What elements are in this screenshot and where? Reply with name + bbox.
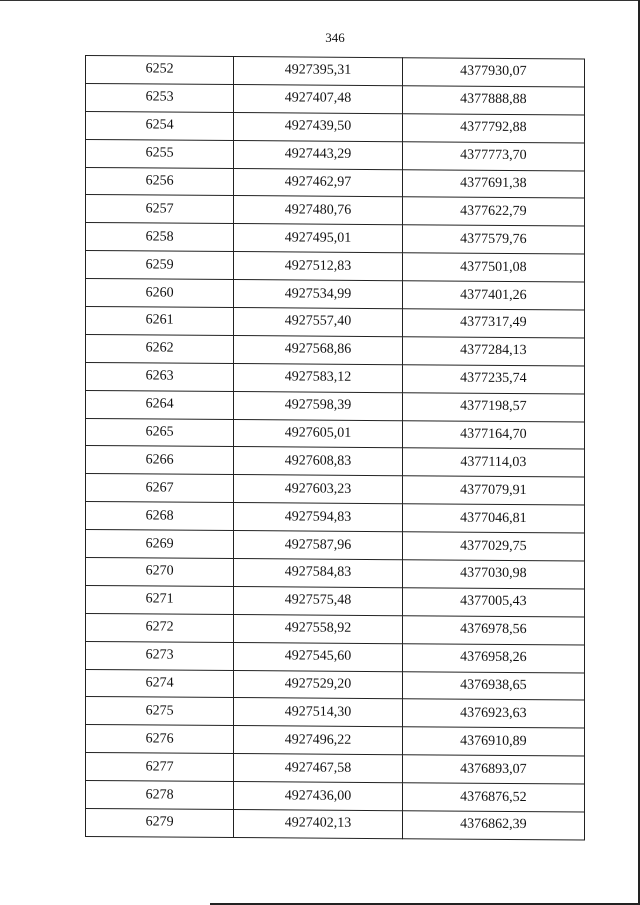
page-top-edge (0, 0, 640, 1)
y-coordinate-cell: 4377773,70 (402, 141, 584, 170)
table-row (86, 781, 585, 812)
point-number-cell: 6266 (86, 446, 234, 475)
table-row (86, 725, 585, 756)
x-coordinate-cell: 4927575,48 (234, 586, 402, 615)
x-coordinate-cell: 4927534,99 (234, 280, 402, 309)
point-number-cell: 6268 (86, 502, 234, 531)
x-coordinate-cell: 4927584,83 (234, 559, 402, 588)
point-number-cell: 6253 (86, 83, 234, 112)
table-row (86, 307, 585, 338)
point-number-cell: 6276 (86, 725, 234, 754)
point-number-cell: 6270 (86, 558, 234, 587)
y-coordinate-cell: 4377079,91 (402, 476, 584, 505)
y-coordinate-cell: 4377198,57 (402, 392, 584, 421)
y-coordinate-cell: 4377317,49 (402, 309, 584, 338)
point-number-cell: 6254 (86, 111, 234, 140)
table-row (86, 139, 585, 170)
point-number-cell: 6261 (86, 307, 234, 336)
table-row (86, 167, 585, 198)
point-number-cell: 6277 (86, 753, 234, 782)
point-number-cell: 6262 (86, 334, 234, 363)
y-coordinate-cell: 4377792,88 (402, 113, 584, 142)
x-coordinate-cell: 4927558,92 (234, 614, 402, 643)
y-coordinate-cell: 4377622,79 (402, 197, 584, 226)
x-coordinate-cell: 4927496,22 (234, 726, 402, 755)
y-coordinate-cell: 4377030,98 (402, 560, 584, 589)
table-row (86, 809, 585, 840)
y-coordinate-cell: 4377930,07 (402, 58, 584, 87)
x-coordinate-cell: 4927514,30 (234, 698, 402, 727)
y-coordinate-cell: 4376876,52 (402, 783, 584, 812)
y-coordinate-cell: 4377284,13 (402, 337, 584, 366)
table-row (86, 223, 585, 254)
y-coordinate-cell: 4377235,74 (402, 365, 584, 394)
y-coordinate-cell: 4376910,89 (402, 727, 584, 756)
table-row (86, 753, 585, 784)
point-number-cell: 6252 (86, 56, 234, 85)
x-coordinate-cell: 4927407,48 (234, 84, 402, 113)
y-coordinate-cell: 4377579,76 (402, 225, 584, 254)
x-coordinate-cell: 4927587,96 (234, 531, 402, 560)
point-number-cell: 6269 (86, 530, 234, 559)
table-row (86, 251, 585, 282)
y-coordinate-cell: 4376923,63 (402, 699, 584, 728)
y-coordinate-cell: 4376978,56 (402, 616, 584, 645)
y-coordinate-cell: 4377046,81 (402, 504, 584, 533)
x-coordinate-cell: 4927603,23 (234, 475, 402, 504)
x-coordinate-cell: 4927436,00 (234, 782, 402, 811)
y-coordinate-cell: 4376938,65 (402, 671, 584, 700)
coordinates-table (85, 55, 585, 840)
x-coordinate-cell: 4927605,01 (234, 419, 402, 448)
table-row (86, 56, 585, 87)
x-coordinate-cell: 4927529,20 (234, 670, 402, 699)
table-row (86, 502, 585, 533)
y-coordinate-cell: 4376958,26 (402, 643, 584, 672)
table-row (86, 418, 585, 449)
point-number-cell: 6274 (86, 669, 234, 698)
y-coordinate-cell: 4376893,07 (402, 755, 584, 784)
x-coordinate-cell: 4927568,86 (234, 335, 402, 364)
table-row (86, 362, 585, 393)
x-coordinate-cell: 4927594,83 (234, 503, 402, 532)
point-number-cell: 6275 (86, 697, 234, 726)
y-coordinate-cell: 4377691,38 (402, 169, 584, 198)
table-row (86, 641, 585, 672)
table-row (86, 669, 585, 700)
point-number-cell: 6272 (86, 613, 234, 642)
table-row (86, 83, 585, 114)
table-row (86, 697, 585, 728)
table-row (86, 111, 585, 142)
y-coordinate-cell: 4377164,70 (402, 420, 584, 449)
table-row (86, 530, 585, 561)
table-row (86, 474, 585, 505)
page-number: 346 (325, 30, 345, 45)
table-row (86, 390, 585, 421)
y-coordinate-cell: 4377501,08 (402, 253, 584, 282)
x-coordinate-cell: 4927495,01 (234, 224, 402, 253)
point-number-cell: 6256 (86, 167, 234, 196)
x-coordinate-cell: 4927583,12 (234, 363, 402, 392)
y-coordinate-cell: 4377401,26 (402, 281, 584, 310)
table-row (86, 558, 585, 589)
x-coordinate-cell: 4927480,76 (234, 196, 402, 225)
x-coordinate-cell: 4927443,29 (234, 140, 402, 169)
x-coordinate-cell: 4927545,60 (234, 642, 402, 671)
x-coordinate-cell: 4927598,39 (234, 391, 402, 420)
x-coordinate-cell: 4927512,83 (234, 252, 402, 281)
y-coordinate-cell: 4377114,03 (402, 448, 584, 477)
point-number-cell: 6279 (86, 809, 234, 838)
y-coordinate-cell: 4377888,88 (402, 86, 584, 115)
x-coordinate-cell: 4927402,13 (234, 810, 402, 839)
table-row (86, 279, 585, 310)
table-row (86, 446, 585, 477)
point-number-cell: 6264 (86, 390, 234, 419)
point-number-cell: 6265 (86, 418, 234, 447)
x-coordinate-cell: 4927439,50 (234, 112, 402, 141)
point-number-cell: 6273 (86, 641, 234, 670)
coordinates-table-body (86, 56, 585, 840)
point-number-cell: 6263 (86, 362, 234, 391)
x-coordinate-cell: 4927557,40 (234, 308, 402, 337)
point-number-cell: 6267 (86, 474, 234, 503)
x-coordinate-cell: 4927395,31 (234, 57, 402, 86)
table-row (86, 585, 585, 616)
table-row (86, 195, 585, 226)
point-number-cell: 6257 (86, 195, 234, 224)
table-row (86, 334, 585, 365)
y-coordinate-cell: 4376862,39 (402, 811, 584, 840)
point-number-cell: 6258 (86, 223, 234, 252)
table-row (86, 613, 585, 644)
point-number-cell: 6255 (86, 139, 234, 168)
y-coordinate-cell: 4377029,75 (402, 532, 584, 561)
x-coordinate-cell: 4927608,83 (234, 447, 402, 476)
x-coordinate-cell: 4927462,97 (234, 168, 402, 197)
point-number-cell: 6259 (86, 251, 234, 280)
point-number-cell: 6260 (86, 279, 234, 308)
point-number-cell: 6278 (86, 781, 234, 810)
point-number-cell: 6271 (86, 585, 234, 614)
y-coordinate-cell: 4377005,43 (402, 588, 584, 617)
x-coordinate-cell: 4927467,58 (234, 754, 402, 783)
